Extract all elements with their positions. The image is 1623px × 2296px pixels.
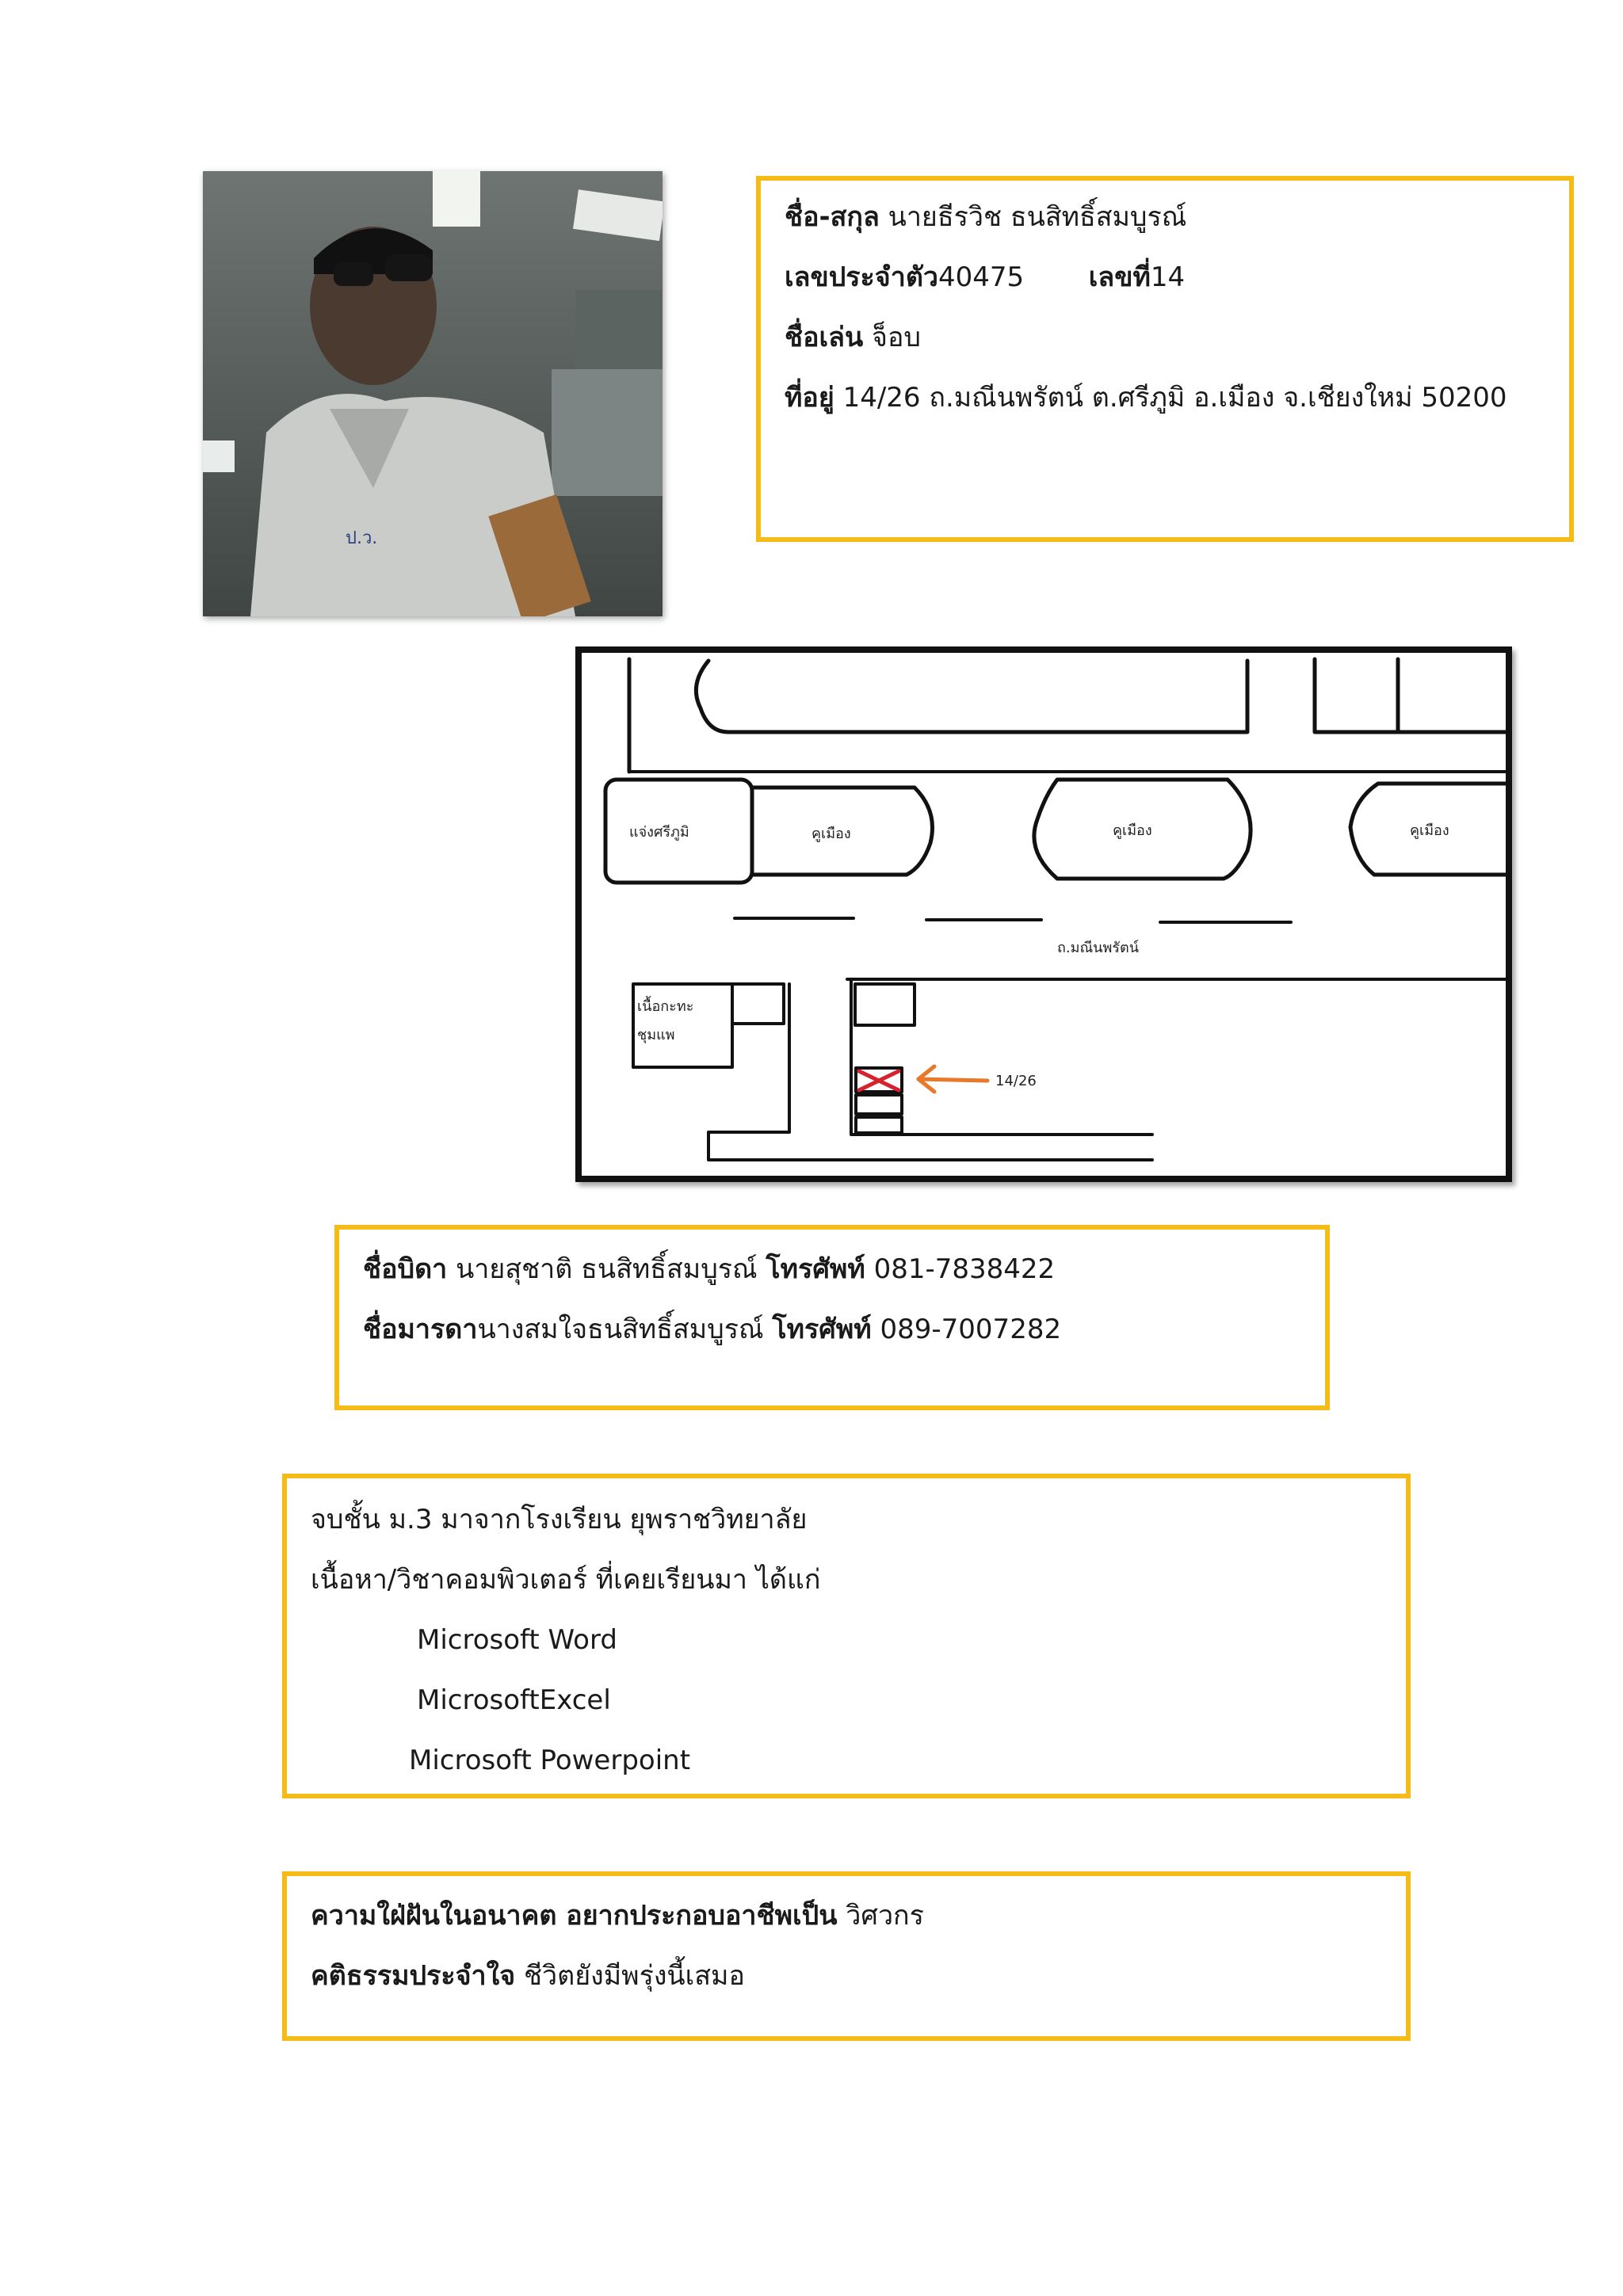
map-label-house: 14/26 — [995, 1073, 1037, 1089]
map-arrow — [918, 1079, 987, 1081]
nickname-label: ชื่อเล่น — [785, 322, 864, 353]
svg-text:ป.ว.: ป.ว. — [346, 528, 378, 548]
future-box — [282, 1871, 1411, 2041]
student-id-value: 40475 — [938, 261, 1025, 293]
address-row — [785, 382, 1507, 414]
map-house-cross — [859, 1071, 899, 1090]
father-name: นายสุชาติ ธนสิทธิ์สมบูรณ์ — [456, 1253, 758, 1285]
name-label: ชื่อ-สกุล — [785, 201, 880, 233]
subject-word: Microsoft Word — [417, 1624, 617, 1656]
name-row — [785, 201, 1186, 233]
map-label-moat-2: คูเมือง — [1113, 822, 1152, 839]
subject-excel: MicrosoftExcel — [417, 1684, 611, 1716]
mother-phone-label: โทรศัพท์ — [772, 1314, 872, 1345]
dream-label: ความใฝ่ฝันในอนาคต อยากประกอบอาชีพเป็น — [311, 1900, 838, 1932]
map-shop-box — [633, 984, 732, 1067]
address-value: 14/26 ถ.มณีนพรัตน์ ต.ศรีภูมิ อ.เมือง จ.เชียงใหม่ 50200 — [842, 382, 1507, 414]
name-value: นายธีรวิช ธนสิทธิ์สมบูรณ์ — [888, 201, 1187, 233]
father-phone: 081-7838422 — [873, 1253, 1056, 1285]
map-label-road: ถ.มณีนพรัตน์ — [1057, 940, 1140, 956]
home-map — [575, 646, 1512, 1182]
map-label-jaeng: แจ่งศรีภูมิ — [629, 824, 689, 841]
motto-row — [311, 1960, 745, 1992]
father-phone-label: โทรศัพท์ — [766, 1253, 865, 1285]
mother-phone: 089-7007282 — [880, 1314, 1062, 1345]
graduated-line: จบชั้น ม.3 มาจากโรงเรียน ยุพราชวิทยาลัย — [311, 1504, 808, 1535]
subject-powerpoint: Microsoft Powerpoint — [409, 1745, 691, 1776]
parents-box — [334, 1225, 1330, 1410]
mother-label: ชื่อมารดา — [363, 1314, 478, 1345]
number-value: 14 — [1150, 261, 1186, 293]
map-label-moat-1: คูเมือง — [812, 826, 851, 842]
motto-value: ชีวิตยังมีพรุ่งนี้เสมอ — [523, 1960, 745, 1992]
dream-value: วิศวกร — [846, 1900, 924, 1932]
profile-box — [756, 176, 1574, 542]
mother-row — [363, 1314, 1061, 1345]
student-id-label: เลขประจำตัว — [785, 261, 938, 293]
education-box — [282, 1474, 1411, 1798]
motto-label: คติธรรมประจำใจ — [311, 1960, 516, 1992]
id-row — [785, 261, 1185, 293]
nickname-value: จ็อบ — [872, 322, 921, 353]
subjects-intro: เนื้อหา/วิชาคอมพิวเตอร์ ที่เคยเรียนมา ได้แก่ — [311, 1564, 821, 1596]
father-row — [363, 1253, 1055, 1285]
dream-row — [311, 1900, 924, 1932]
father-label: ชื่อบิดา — [363, 1253, 448, 1285]
map-label-moat-3: คูเมือง — [1410, 822, 1449, 839]
map-label-shop-2: ชุมแพ — [637, 1027, 675, 1043]
mother-name: นางสมใจธนสิทธิ์สมบูรณ์ — [477, 1314, 764, 1345]
student-photo — [203, 171, 663, 616]
map-block-top — [696, 661, 1247, 732]
address-label: ที่อยู่ — [785, 382, 834, 414]
number-label: เลขที่ — [1088, 261, 1151, 293]
map-label-shop-1: เนื้อกะทะ — [637, 998, 694, 1015]
nickname-row — [785, 322, 921, 353]
map-building-right — [1315, 659, 1506, 732]
